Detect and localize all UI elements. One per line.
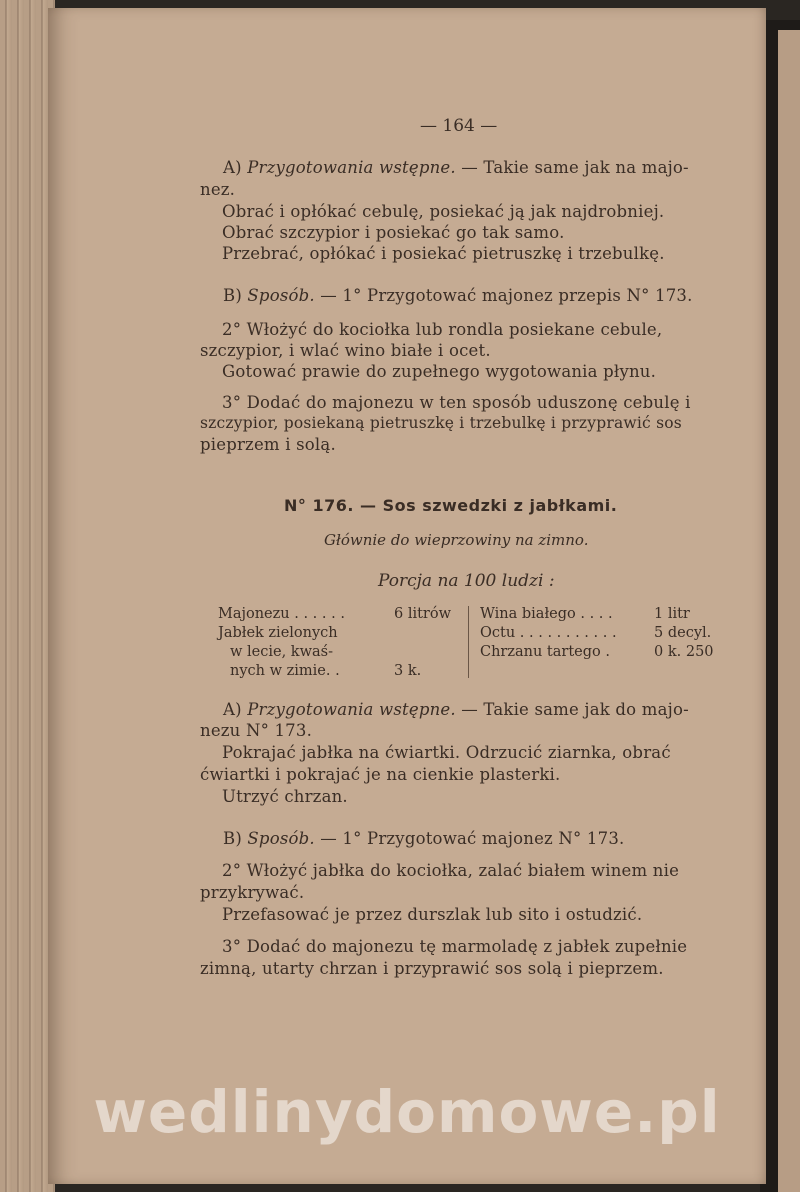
recipe-a-line-1: A) Przygotowania wstępne. — Takie same jak na majo- bbox=[223, 158, 689, 177]
recipe-176-line-1: A) Przygotowania wstępne. — Takie same jak do majo- bbox=[223, 700, 689, 719]
recipe-a-line-7: 2° Włożyć do kociołka lub rondla posiekane cebule, bbox=[222, 320, 663, 339]
page-number: — 164 — bbox=[420, 116, 498, 136]
ingredient-left-3-name: w lecie, kwaś- bbox=[230, 644, 333, 660]
ingredient-right-1-qty: 1 litr bbox=[654, 606, 690, 622]
ingredient-divider bbox=[468, 606, 469, 678]
ingredient-right-1-name: Wina białego . . . . bbox=[480, 606, 613, 622]
recipe-176-line-6: B) Sposób. — 1° Przygotować majonez N° 173. bbox=[223, 829, 625, 848]
ingredient-right-2-name: Octu . . . . . . . . . . . bbox=[480, 625, 617, 641]
recipe-a-line-12: pieprzem i solą. bbox=[200, 435, 336, 454]
recipe-a-line-3: Obrać i opłókać cebulę, posiekać ją jak najdrobniej. bbox=[222, 202, 665, 221]
recipe-176-line-10: 3° Dodać do majonezu tę marmoladę z jabłek zupełnie bbox=[222, 937, 688, 956]
recipe-176-line-7: 2° Włożyć jabłka do kociołka, zalać białem winem nie bbox=[222, 861, 680, 880]
book-page bbox=[48, 8, 766, 1184]
ingredient-left-4-qty: 3 k. bbox=[394, 663, 422, 679]
recipe-a-line-9: Gotować prawie do zupełnego wygotowania płynu. bbox=[222, 362, 657, 381]
recipe-176-line-8: przykrywać. bbox=[200, 883, 305, 902]
recipe-176-line-2: nezu N° 173. bbox=[200, 721, 313, 740]
watermark: wedlinydomowe.pl bbox=[93, 1078, 721, 1146]
recipe-176-line-11: zimną, utarty chrzan i przyprawić sos solą i pieprzem. bbox=[200, 959, 664, 978]
page-stack-edge bbox=[0, 0, 55, 1192]
ingredient-left-4-name: nych w zimie. . bbox=[230, 663, 340, 679]
recipe-176-line-3: Pokrajać jabłka na ćwiartki. Odrzucić ziarnka, obrać bbox=[222, 743, 671, 762]
right-page-edge bbox=[778, 30, 800, 1192]
ingredient-right-2-qty: 5 decyl. bbox=[654, 625, 712, 641]
recipe-a-line-5: Przebrać, opłókać i posiekać pietruszkę i trzebulkę. bbox=[222, 244, 665, 263]
recipe-a-line-11: szczypior, posiekaną pietruszkę i trzebulkę i przyprawić sos bbox=[200, 414, 682, 432]
recipe-a-line-8: szczypior, i wlać wino białe i ocet. bbox=[200, 341, 491, 360]
recipe-176-line-4: ćwiartki i pokrajać je na cienkie plasterki. bbox=[200, 765, 561, 784]
page-content bbox=[48, 8, 766, 1184]
ingredient-left-1-qty: 6 litrów bbox=[394, 606, 452, 622]
recipe-title: N° 176. — Sos szwedzki z jabłkami. bbox=[284, 496, 618, 515]
ingredient-left-2-name: Jabłek zielonych bbox=[218, 625, 338, 641]
recipe-subtitle: Głównie do wieprzowiny na zimno. bbox=[324, 531, 589, 549]
recipe-a-line-2: nez. bbox=[200, 180, 236, 199]
portion-heading: Porcja na 100 ludzi : bbox=[378, 571, 555, 591]
recipe-a-line-6: B) Sposób. — 1° Przygotować majonez przepis N° 173. bbox=[223, 286, 693, 305]
recipe-a-line-10: 3° Dodać do majonezu w ten sposób uduszonę cebulę i bbox=[222, 393, 691, 412]
ingredient-right-3-qty: 0 k. 250 bbox=[654, 644, 714, 660]
ingredient-left-1-name: Majonezu . . . . . . bbox=[218, 606, 345, 622]
ingredient-right-3-name: Chrzanu tartego . bbox=[480, 644, 610, 660]
recipe-176-line-9: Przefasować je przez durszlak lub sito i ostudzić. bbox=[222, 905, 643, 924]
recipe-176-line-5: Utrzyć chrzan. bbox=[222, 787, 348, 806]
recipe-a-line-4: Obrać szczypior i posiekać go tak samo. bbox=[222, 223, 565, 242]
